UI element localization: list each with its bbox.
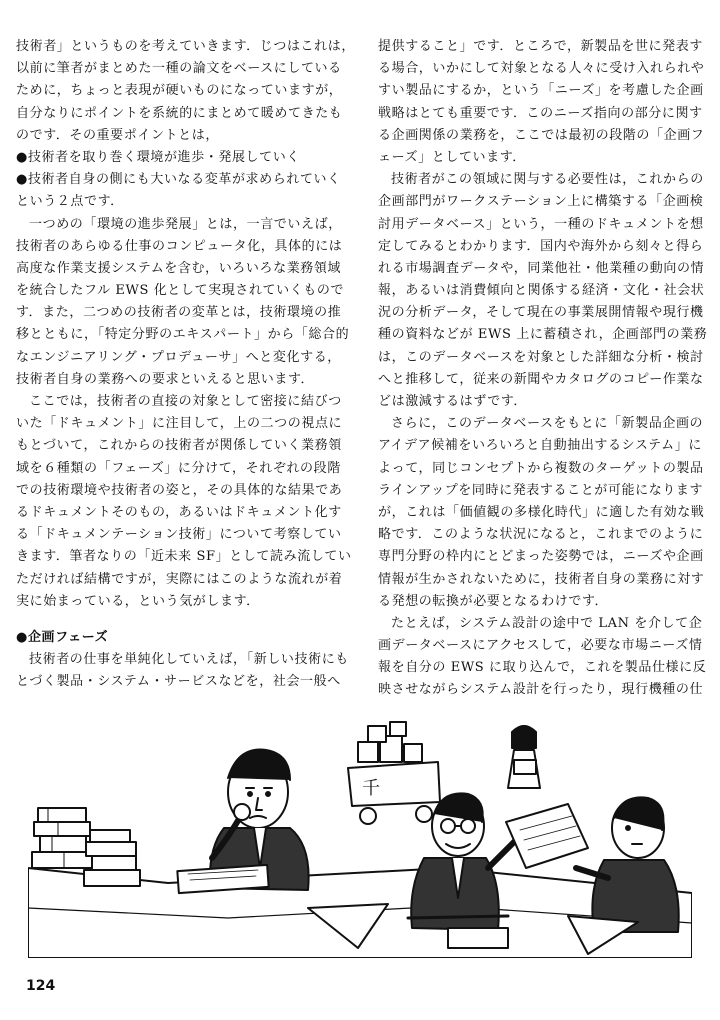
text-line: とづく製品・システム・サービスなどを，社会一般へ [16,674,341,690]
text-line: 技術者自身の業務への要求といえると思います． [16,371,315,387]
paragraph-gap [16,613,342,627]
text-line: れる市場調査データや，同業他社・他業種の動向の情 [378,260,705,276]
cartoon-drawing [28,718,692,958]
text-line: 移とともに，「特定分野のエキスパート」から「総合的 [16,327,350,343]
text-line: へと推移して，従来の新聞やカタログのコピー作業な [378,371,704,387]
text-line: 報，あるいは消費傾向と関係する経済・文化・社会状 [378,283,705,299]
bullet-line: ●技術者自身の側にも大いなる変革が求められていく [16,172,341,188]
text-line: 種の資料などが EWS 上に蓄積され，企画部門の業務 [378,327,708,343]
text-line: 略です．このような状況になると，これまでのように [378,527,704,543]
text-line: アイデア候補をいろいろと自動抽出するシステム」に [378,438,702,454]
text-line: る「ドキュメンテーション技術」について考察してい [16,527,342,543]
text-line: での技術環境や技術者の姿と，その具体的な結果であ [16,482,343,498]
text-line: る場合，いかにして対象となる人々に受け入れられや [378,61,705,77]
text-line: 専門分野の枠内にとどまった姿勢では，ニーズや企画 [378,549,704,565]
text-line: さらに，このデータベースをもとに「新製品企画の [391,416,704,432]
bullet-line: ●技術者を取り巻く環境が進歩・発展していく [16,149,300,165]
text-line: 自分なりにポイントを系統的にまとめて暖めてきたも [16,105,343,121]
text-line: ここでは，技術者の直接の対象として密接に結びつ [29,394,342,409]
office-workers-cartoon-icon [28,718,692,958]
pointing-engineer-icon [576,797,679,932]
text-line: 以前に筆者がまとめた一種の論文をベースにしている [16,61,342,77]
text-line: 高度な作業支援システムを含む，いろいろな業務領域 [16,260,342,276]
text-line: きます．筆者なりの「近未来 SF」として読み流してい [16,549,352,565]
text-line: 域を６種類の「フェーズ」に分けて，それぞれの段階 [16,460,341,476]
text-line: 定してみるとわかります．国内や海外から刻々と得ら [378,238,704,254]
woman-figure-icon [508,726,540,788]
text-line: 情報が生かされないために，技術者自身の業務に対す [378,571,705,587]
left-text-column [16,36,355,693]
text-line: 技術者の仕事を単純化していえば，「新しい技術にも [29,652,349,668]
text-line: 実に始まっている，という気がします． [16,593,260,609]
text-line: 一つめの「環境の進歩発展」とは，一言でいえば， [29,216,342,232]
text-line: という２点です． [16,194,124,210]
text-line: どは激減するはずです． [378,394,527,409]
right-text-column [378,36,708,702]
text-line: 提供すること」です．ところで，新製品を世に発表す [378,39,703,54]
text-line: 況の分析データ，そして現在の事業展開情報や現行機 [378,305,704,321]
text-line: る発想の転換が必要となるわけです． [378,593,609,609]
text-line: たとえば，システム設計の途中で LAN を介して企 [391,615,703,631]
text-line: 企画部門がワークステーション上に構築する「企画検 [378,194,704,210]
text-line: すい製品にするか，という「ニーズ」を考慮した企画 [378,83,704,99]
text-line: 映させながらシステム設計を行ったり，現行機種の仕 [378,682,704,698]
text-line: のです．その重要ポイントとは， [16,127,219,143]
product-cart-icon [348,722,440,824]
circuit-board-icon [506,804,588,868]
text-line: 技術者のあらゆる仕事のコンピュータ化，具体的には [16,238,343,254]
text-line: よって，同じコンセプトから複数のターゲットの製品 [378,460,704,476]
text-line: 戦略はとても重要です．このニーズ指向の部分に関す [378,105,703,121]
text-line: 報を自分の EWS に取り込んで，これを製品仕様に反 [378,660,707,676]
text-line: ェーズ」としています． [378,149,526,165]
page-number: 124 [26,978,56,994]
text-line: 画データベースにアクセスして，必要な市場ニーズ情 [378,638,703,654]
text-line: 討用データベース」という，一種のドキュメントを想 [378,216,704,232]
text-line: は，このデータベースを対象とした詳細な分析・検討 [378,349,704,365]
text-line: ただければ結構ですが，実際にはこのような流れが着 [16,571,343,587]
text-line: が，これは「価値観の多様化時代」に適した有効な戦 [378,504,705,520]
worried-engineer-icon [177,750,308,894]
text-line: いた「ドキュメント」に注目して，上の二つの視点に [16,416,343,432]
text-line: 技術者がこの領域に関与する必要性は，これからの [391,172,704,188]
text-line: ために，ちょっと表現が硬いものになっていますが， [16,83,343,99]
text-line: を統合したフル EWS 化として実現されていくもので [16,283,345,299]
text-line: もとづいて，これからの技術者が関係していく業務領 [16,438,342,454]
text-line: るドキュメントそのもの，あるいはドキュメント化す [16,504,342,520]
text-line: ラインアップを同時に発表することが可能になります [378,482,704,498]
text-line: す．また，二つめの技術者の変革とは，技術環境の推 [16,305,342,321]
text-line: なエンジニアリング・プロデューサ」へと変化する， [16,349,341,365]
text-line: る企画関係の業務を，ここでは最初の段階の「企画フ [378,127,705,143]
cart-sign: 千 [362,778,380,799]
section-heading: ●企画フェーズ [16,629,109,645]
text-line: 技術者」というものを考えていきます．じつはこれは， [16,39,355,54]
